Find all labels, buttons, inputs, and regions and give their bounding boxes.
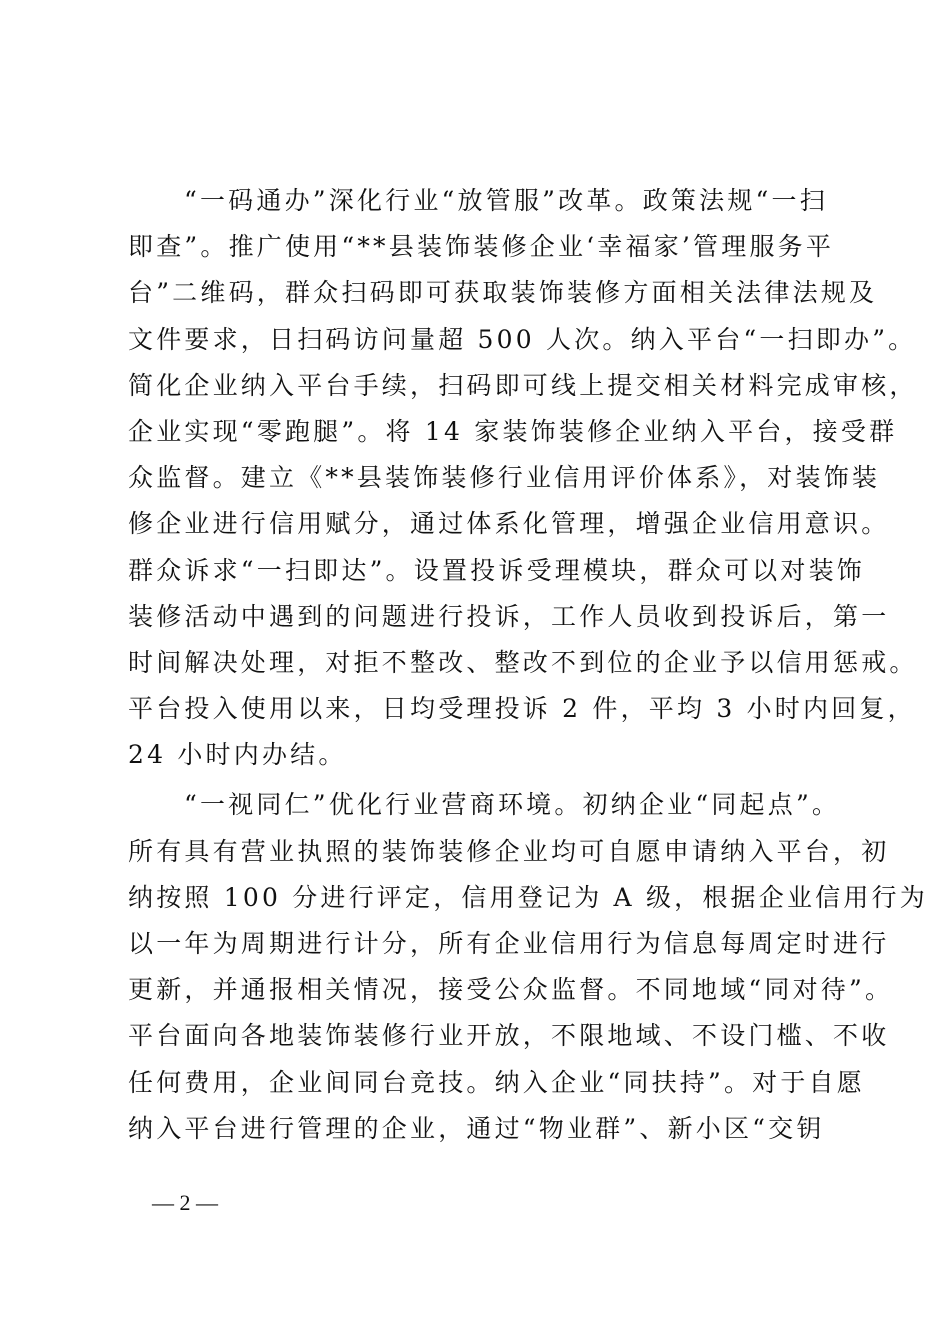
text-line: 纳入平台进行管理的企业，通过“物业群”、新小区“交钥	[128, 1113, 825, 1143]
text-line: 修企业进行信用赋分，通过体系化管理，增强企业信用意识。	[128, 509, 890, 539]
text-line: 任何费用，企业间同台竞技。纳入企业“同扶持”。对于自愿	[128, 1067, 865, 1097]
page-number: — 2 —	[152, 1190, 218, 1215]
document-body	[128, 178, 928, 1152]
text-line: 文件要求，日扫码访问量超 500 人次。纳入平台“一扫即办”。	[128, 324, 917, 354]
text-line: “一视同仁”优化行业营商环境。初纳企业“同起点”。	[184, 790, 841, 820]
text-line: 24 小时内办结。	[128, 740, 347, 770]
text-line: 简化企业纳入平台手续，扫码即可线上提交相关材料完成审核，	[128, 370, 918, 400]
paragraph-1	[128, 178, 918, 778]
text-line: 时间解决处理，对拒不整改、整改不到位的企业予以信用惩戒。	[128, 647, 918, 677]
text-line: 台”二维码，群众扫码即可获取装饰装修方面相关法律法规及	[128, 278, 878, 308]
text-line: 更新，并通报相关情况，接受公众监督。不同地域“同对待”。	[128, 975, 894, 1005]
text-line: 众监督。建立《**县装饰装修行业信用评价体系》，对装饰装	[128, 463, 881, 493]
text-line: “一码通办”深化行业“放管服”改革。政策法规“一扫	[184, 186, 828, 215]
text-line: 企业实现“零跑腿”。将 14 家装饰装修企业纳入平台，接受群	[128, 416, 898, 446]
text-line: 群众诉求“一扫即达”。设置投诉受理模块，群众可以对装饰	[128, 555, 865, 585]
text-line: 平台投入使用以来，日均受理投诉 2 件，平均 3 小时内回复，	[128, 694, 916, 724]
text-line: 以一年为周期进行计分，所有企业信用行为信息每周定时进行	[128, 929, 890, 958]
text-line: 装修活动中遇到的问题进行投诉，工作人员收到投诉后，第一	[128, 601, 890, 631]
text-line: 平台面向各地装饰装修行业开放，不限地域、不设门槛、不收	[128, 1021, 890, 1051]
text-line: 纳按照 100 分进行评定，信用登记为 A 级，根据企业信用行为	[128, 882, 928, 912]
text-line: 所有具有营业执照的装饰装修企业均可自愿申请纳入平台，初	[128, 836, 890, 866]
text-line: 即查”。推广使用“**县装饰装修企业‘幸福家’管理服务平	[128, 232, 835, 262]
paragraph-2	[128, 782, 928, 1152]
